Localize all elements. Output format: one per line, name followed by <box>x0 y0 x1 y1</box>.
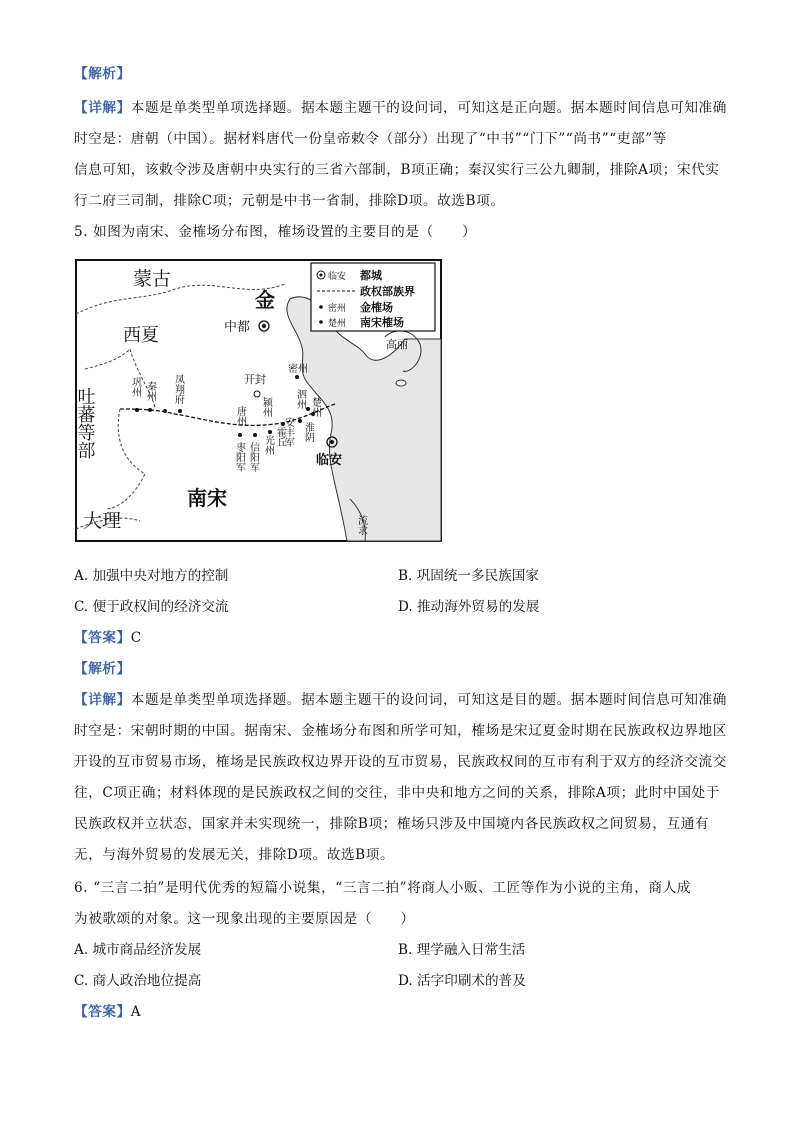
region-label-xixia: 西夏 <box>123 325 159 346</box>
legend-jin-symbol <box>319 305 323 309</box>
city-label: 淮阴 <box>302 422 314 442</box>
detail-text: 无，与海外贸易的发展无关，排除D项。故选B项。 <box>74 847 395 863</box>
legend-capital: 都城 <box>360 269 382 282</box>
answer-tag: 【答案】 <box>74 1004 131 1020</box>
city-label: 密州 <box>288 364 308 375</box>
option-a: A. 城市商品经济发展 <box>74 942 202 958</box>
answer-tag: 【答案】 <box>74 630 131 646</box>
market-point <box>268 430 272 434</box>
legend-jin: 金榷场 <box>360 301 393 314</box>
detail-text: 开设的互市贸易市场，榷场是民族政权边界开设的互市贸易，民族政权间的互市有利于双方的经济交流交 <box>74 754 727 770</box>
region-label-tubo: 吐蕃等部 <box>75 387 96 459</box>
market-point <box>253 433 257 437</box>
detail-paragraph-line <box>74 690 727 710</box>
city-label-kaifeng: 开封 <box>244 373 266 386</box>
city-label: 秦州 <box>144 381 156 401</box>
southern-song-jin-market-map <box>75 259 442 542</box>
city-label: 颍州 <box>260 397 272 417</box>
legend-border: 政权部族界 <box>360 285 415 298</box>
city-label: 巩州 <box>129 377 141 397</box>
answer-value: A <box>130 1004 142 1020</box>
market-point <box>163 409 167 413</box>
answer-line <box>74 628 142 648</box>
region-label-jin: 金 <box>255 288 275 312</box>
city-label-linan: 临安 <box>316 453 343 468</box>
legend-song-sample: 楚州 <box>328 319 347 329</box>
market-point <box>295 375 299 379</box>
detail-text: 行二府三司制，排除C项；元朝是中书一省制，排除D项。故选B项。 <box>74 193 505 209</box>
detail-text: 时空是：宋朝时期的中国。据南宋、金榷场分布图和所学可知，榷场是宋辽夏金时期在民族政权边界地区 <box>74 723 727 739</box>
legend-capital-sample: 临安 <box>328 272 347 282</box>
detail-tag: 【详解】 <box>74 692 131 708</box>
city-label: 光州 <box>262 435 274 455</box>
market-point <box>298 419 302 423</box>
detail-text: 本题是单类型单项选择题。据本题主题干的设问词，可知这是目的题。据本题时间信息可知准确 <box>130 692 727 708</box>
city-label: 霍丘 <box>274 427 286 447</box>
answer-value: C <box>130 630 142 646</box>
city-label: 安丰军 <box>282 417 294 447</box>
detail-text: 往，C项正确；材料体现的是民族政权之间的交往，非中央和地方之间的关系，排除A项；此时中国处于 <box>74 785 720 801</box>
analysis-tag: 【解析】 <box>74 661 131 677</box>
city-label: 凤翔府 <box>172 374 184 404</box>
region-label-ryukyu: 流求 <box>355 515 367 535</box>
detail-text: 信息可知，该敕令涉及唐朝中央实行的三省六部制，B项正确；秦汉实行三公九卿制，排除A项；宋代实 <box>74 162 720 178</box>
capital-marker-dot <box>330 440 334 444</box>
capital-marker-dot <box>262 324 266 328</box>
island <box>396 380 406 386</box>
region-label-mongol: 蒙古 <box>133 268 172 290</box>
region-label-nansong: 南宋 <box>187 486 227 510</box>
market-point <box>178 409 182 413</box>
market-point <box>148 408 152 412</box>
city-label: 泗州 <box>294 389 306 409</box>
option-d: D. 活字印刷术的普及 <box>398 973 526 989</box>
question-6-stem: 6. “三言二拍”是明代优秀的短篇小说集，“三言二拍”将商人小贩、工匠等作为小说的主角，商人成 <box>74 880 692 896</box>
city-label: 唐州 <box>234 406 246 426</box>
analysis-tag: 【解析】 <box>74 66 131 82</box>
legend-song: 南宋榷场 <box>360 316 404 329</box>
question-6-stem: 为被歌颂的对象。这一现象出现的主要原因是（ ） <box>74 911 415 927</box>
detail-paragraph-line <box>74 98 727 118</box>
answer-line <box>74 1002 141 1022</box>
city-label: 信阳军 <box>247 442 259 472</box>
option-d: D. 推动海外贸易的发展 <box>398 599 540 615</box>
market-point <box>135 408 139 412</box>
detail-tag: 【详解】 <box>74 100 131 116</box>
market-point <box>238 433 242 437</box>
option-a: A. 加强中央对地方的控制 <box>74 568 229 584</box>
detail-text: 民族政权并立状态，国家并未实现统一，排除B项；榷场只涉及中国境内各民族政权之间贸易，互通有 <box>74 816 710 832</box>
question-5-stem: 5. 如图为南宋、金榷场分布图，榷场设置的主要目的是（ ） <box>74 224 477 240</box>
city-label: 枣阳军 <box>233 442 245 472</box>
city-label-zhongdu: 中都 <box>224 320 251 335</box>
detail-text: 时空是：唐朝（中国）。据材料唐代一份皇帝敕令（部分）出现了“中书”“门下”“尚书”“吏部”等 <box>74 131 667 147</box>
option-b: B. 理学融入日常生活 <box>398 942 526 958</box>
option-b: B. 巩固统一多民族国家 <box>398 568 539 584</box>
option-c: C. 便于政权间的经济交流 <box>74 599 229 615</box>
legend-song-symbol <box>319 320 323 324</box>
region-label-goryeo: 高丽 <box>386 338 408 351</box>
legend-jin-sample: 密州 <box>328 304 347 314</box>
region-label-dali: 大理 <box>83 510 122 532</box>
option-c: C. 商人政治地位提高 <box>74 973 202 989</box>
detail-text: 本题是单类型单项选择题。据本题主题干的设问词，可知这是正向题。据本题时间信息可知准确 <box>130 100 727 116</box>
city-label: 楚州 <box>309 397 321 417</box>
